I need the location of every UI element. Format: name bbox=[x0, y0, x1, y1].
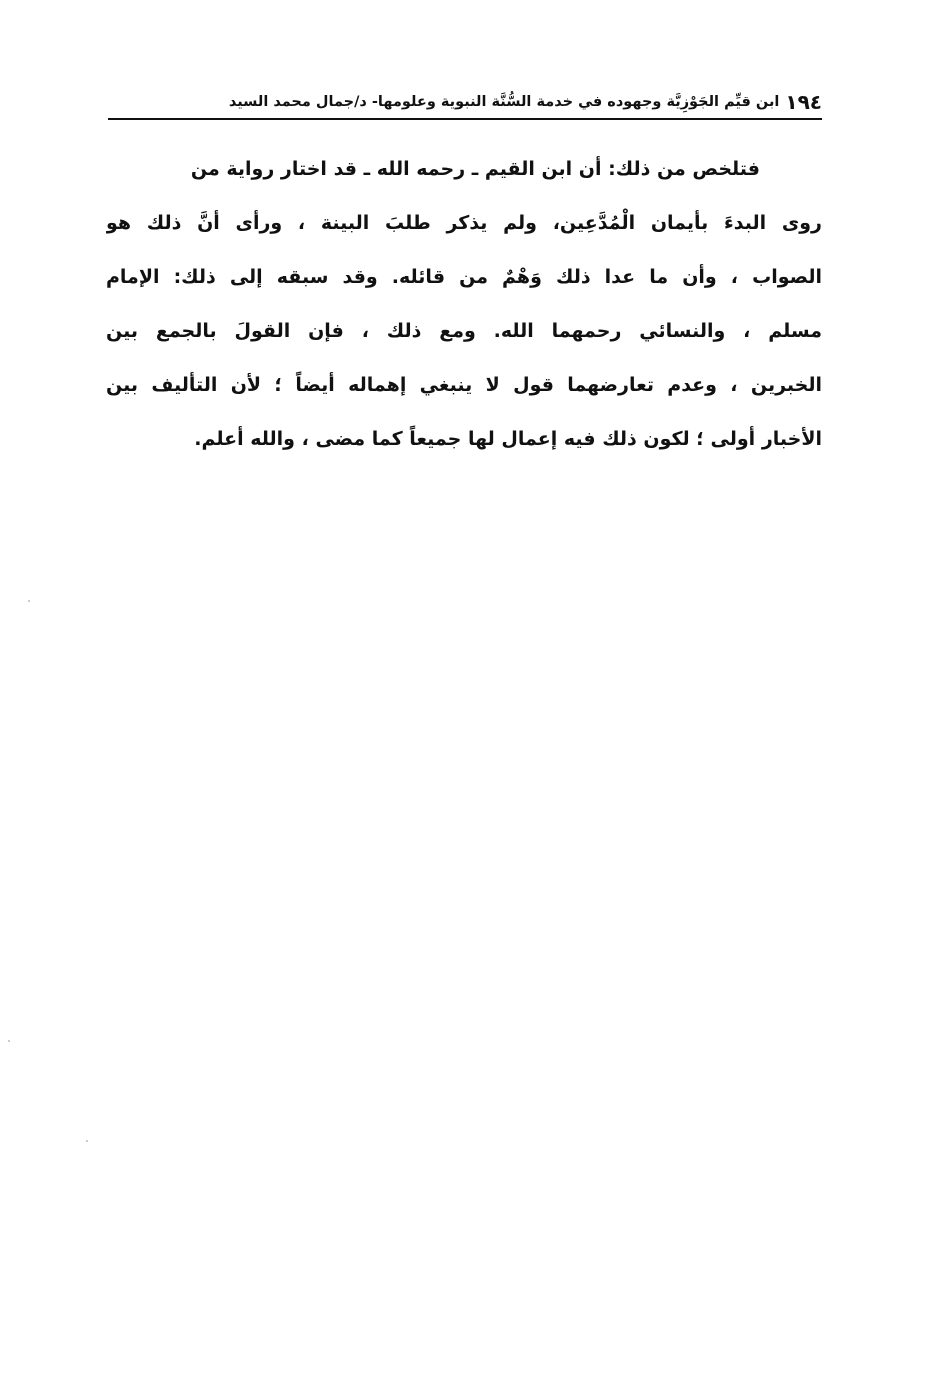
paragraph-line-3: الصواب ، وأن ما عدا ذلك وَهْمٌ من قائله. وقد سبقه إلى ذلك: الإمام bbox=[106, 266, 822, 288]
body-paragraph bbox=[106, 142, 822, 466]
paragraph-line-4: مسلم ، والنسائي رحمهما الله. ومع ذلك ، فإن القولَ بالجمع بين bbox=[106, 320, 822, 342]
running-header bbox=[108, 86, 822, 120]
paragraph-line-1: فتلخص من ذلك: أن ابن القيم ـ رحمه الله ـ قد اختار رواية من bbox=[190, 158, 760, 180]
paragraph-line-5: الخبرين ، وعدم تعارضهما قول لا ينبغي إهماله أيضاً ؛ لأن التأليف بين bbox=[106, 374, 822, 396]
page-number: ١٩٤ bbox=[785, 90, 822, 114]
paragraph-line-6: الأخبار أولى ؛ لكون ذلك فيه إعمال لها جميعاً كما مضى ، والله أعلم. bbox=[194, 428, 822, 450]
paragraph-line-2: روى البدءَ بأيمان الْمُدَّعِين، ولم يذكر طلبَ البينة ، ورأى أنَّ ذلك هو bbox=[106, 212, 822, 234]
scan-speck bbox=[28, 600, 30, 602]
running-title: ابن قيِّم الجَوْزِيَّة وجهوده في خدمة السُّنَّة النبوية وعلومها- د/جمال محمد السيد bbox=[228, 94, 780, 110]
scan-speck bbox=[86, 1140, 88, 1142]
scan-speck bbox=[8, 1040, 10, 1042]
